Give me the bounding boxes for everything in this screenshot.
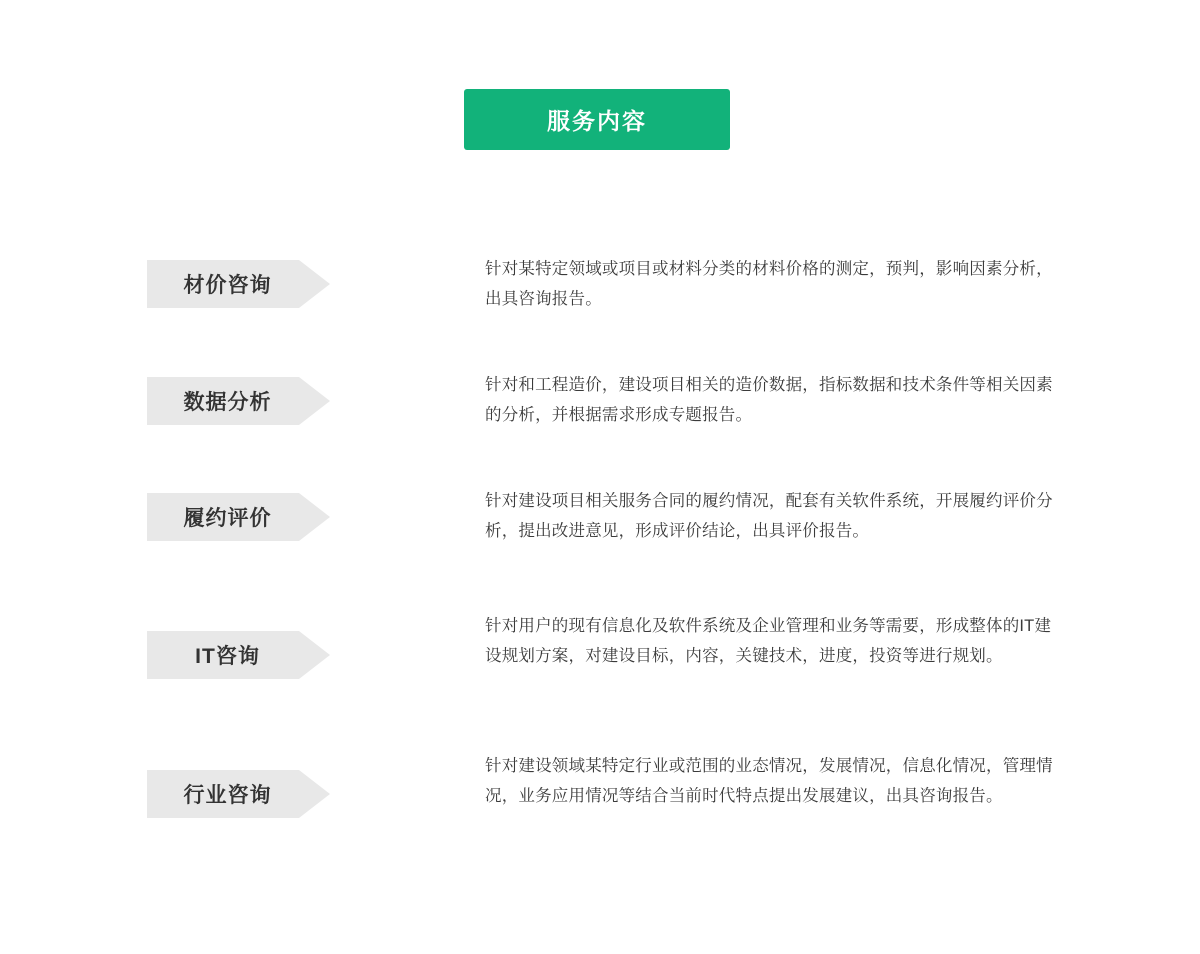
service-label: 材价咨询 <box>183 274 272 297</box>
service-list <box>0 243 1200 863</box>
service-label-wrap <box>0 476 330 541</box>
service-description: 针对和工程造价，建设项目相关的造价数据，指标数据和技术条件等相关因素的分析，并根据需求形成专题报告。 <box>485 376 1053 424</box>
service-item <box>0 360 1200 476</box>
service-label-wrap <box>0 360 330 425</box>
service-description: 针对用户的现有信息化及软件系统及企业管理和业务等需要，形成整体的IT建设规划方案，对建设目标，内容，关键技术，进度，投资等进行规划。 <box>485 617 1052 665</box>
service-label: IT咨询 <box>195 645 260 668</box>
service-label: 履约评价 <box>183 507 272 530</box>
page-title-banner <box>464 89 730 150</box>
service-description: 针对某特定领域或项目或材料分类的材料价格的测定，预判，影响因素分析，出具咨询报告。 <box>485 260 1053 308</box>
service-item <box>0 476 1200 603</box>
service-label-shape <box>147 493 330 541</box>
service-item <box>0 743 1200 863</box>
service-label-shape <box>147 260 330 308</box>
service-item <box>0 603 1200 743</box>
service-label-shape <box>147 770 330 818</box>
service-label-wrap <box>0 603 330 679</box>
service-label-shape <box>147 631 330 679</box>
service-label-wrap <box>0 743 330 818</box>
service-label-shape <box>147 377 330 425</box>
service-description: 针对建设项目相关服务合同的履约情况，配套有关软件系统，开展履约评价分析，提出改进意见，形成评价结论，出具评价报告。 <box>485 492 1053 540</box>
service-label-wrap <box>0 243 330 308</box>
page-title: 服务内容 <box>547 108 647 134</box>
service-label: 行业咨询 <box>183 784 272 807</box>
service-label: 数据分析 <box>183 391 272 414</box>
service-description: 针对建设领域某特定行业或范围的业态情况，发展情况，信息化情况，管理情况，业务应用情况等结合当前时代特点提出发展建议，出具咨询报告。 <box>485 757 1053 805</box>
service-item <box>0 243 1200 360</box>
